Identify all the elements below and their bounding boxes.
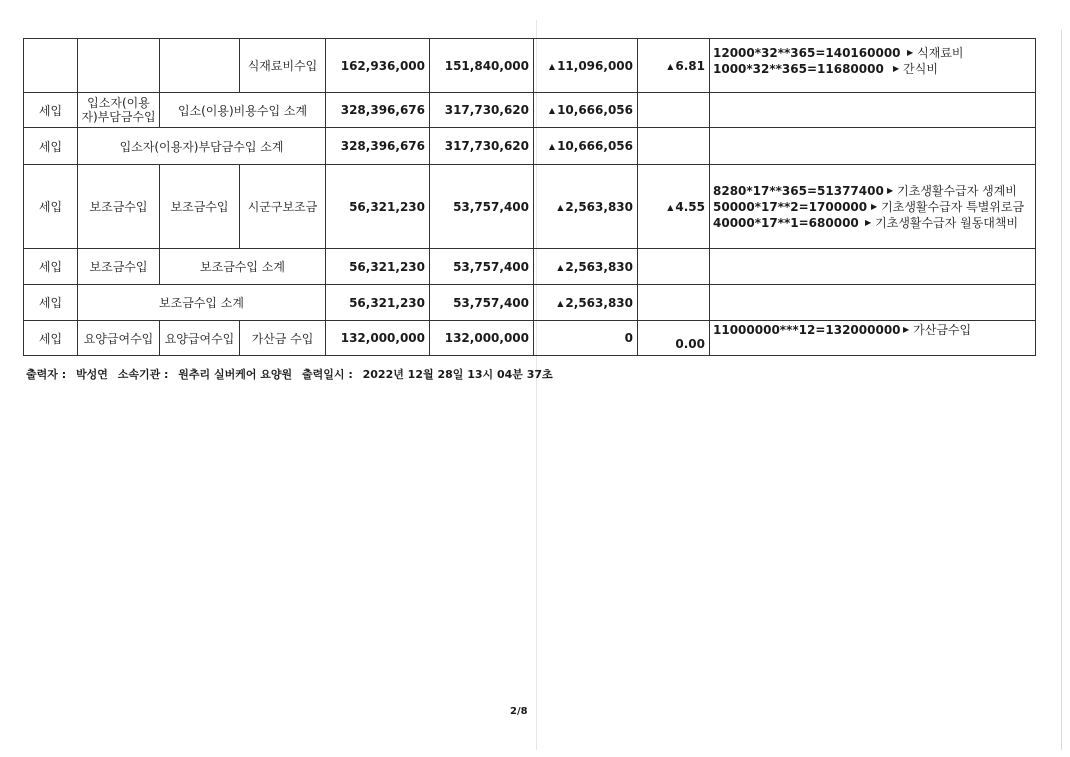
- increase-triangle-icon: ▲: [667, 202, 674, 212]
- cell-notes: [710, 165, 1036, 249]
- printer-label: 출력자 :: [26, 368, 67, 381]
- cell-budget: 56,321,230: [326, 165, 430, 249]
- cell-subtotal-label: 입소자(이용자)부담금수입 소계: [78, 128, 326, 165]
- cell-item: 가산금 수입: [240, 321, 326, 356]
- table-row: [24, 249, 1036, 285]
- cell-diff: 0: [534, 321, 638, 356]
- cell-diff: ▲ 2,563,830: [534, 249, 638, 285]
- cell-rate: ▲ 4.55: [638, 165, 710, 249]
- note-line: 11000000***12=132000000 ▶ 가산금수입: [713, 323, 972, 337]
- cell-budget: 162,936,000: [326, 39, 430, 93]
- bullet-arrow-icon: ▶: [903, 325, 910, 334]
- cell-prev: 53,757,400: [430, 249, 534, 285]
- bullet-arrow-icon: ▶: [887, 185, 894, 195]
- cell-category: 세입: [24, 285, 78, 321]
- cell-subtotal-label: 보조금수입 소계: [78, 285, 326, 321]
- cell-prev: 151,840,000: [430, 39, 534, 93]
- note-line: 40000*17**1=680000 ▶ 기초생활수급자 월동대책비: [713, 215, 1019, 230]
- cell-diff: ▲ 2,563,830: [534, 285, 638, 321]
- cell-subtotal-label: 보조금수입 소계: [160, 249, 326, 285]
- cell-diff: ▲ 10,666,056: [534, 128, 638, 165]
- cell-sub1: 보조금수입: [78, 165, 160, 249]
- cell-diff: ▲ 10,666,056: [534, 93, 638, 128]
- note-line: 50000*17**2=1700000 ▶ 기초생활수급자 특별위로금: [713, 199, 1025, 214]
- table-row: [24, 321, 1036, 356]
- printer-name: 박성연: [75, 368, 108, 381]
- cell-notes: [710, 39, 1036, 93]
- table-row: [24, 165, 1036, 249]
- cell-prev: 53,757,400: [430, 285, 534, 321]
- cell-sub2: 보조금수입: [160, 165, 240, 249]
- cell-notes: [710, 285, 1036, 321]
- print-footer: [26, 366, 559, 382]
- cell-prev: 317,730,620: [430, 93, 534, 128]
- cell-rate: ▲ 6.81: [638, 39, 710, 93]
- cell-item: 식재료비수입: [240, 39, 326, 93]
- cell-notes: [710, 93, 1036, 128]
- cell-notes: [710, 128, 1036, 165]
- cell-sub2: 요양급여수입: [160, 321, 240, 356]
- cell-category: 세입: [24, 321, 78, 356]
- bullet-arrow-icon: ▶: [871, 201, 878, 211]
- org-name: 원추리 실버케어 요양원: [178, 368, 293, 381]
- cell-budget: 132,000,000: [326, 321, 430, 356]
- note-line: 1000*32**365=11680000 ▶ 간식비: [713, 62, 938, 76]
- bullet-arrow-icon: ▶: [907, 48, 914, 57]
- cell-prev: 53,757,400: [430, 165, 534, 249]
- note-line: 8280*17**365=51377400 ▶ 기초생활수급자 생계비: [713, 183, 1017, 198]
- cell-sub1: 입소자(이용자)부담금수입: [78, 93, 160, 128]
- increase-triangle-icon: ▲: [548, 106, 556, 115]
- bullet-arrow-icon: ▶: [893, 64, 900, 73]
- cell-subtotal-label: 입소(이용)비용수입 소계: [160, 93, 326, 128]
- cell-budget: 328,396,676: [326, 93, 430, 128]
- budget-table: [23, 38, 1036, 356]
- bullet-arrow-icon: ▶: [865, 217, 872, 227]
- cell-category: 세입: [24, 93, 78, 128]
- cell-diff: ▲ 2,563,830: [534, 165, 638, 249]
- table-row: [24, 39, 1036, 93]
- print-time: 2022년 12월 28일 13시 04분 37초: [362, 368, 553, 381]
- cell-rate: [638, 285, 710, 321]
- cell-diff: ▲ 11,096,000: [534, 39, 638, 93]
- note-line: 12000*32**365=140160000 ▶ 식재료비: [713, 46, 964, 60]
- print-time-label: 출력일시 :: [302, 368, 353, 381]
- org-label: 소속기관 :: [117, 368, 169, 381]
- cell-category: 세입: [24, 249, 78, 285]
- cell-rate: [638, 93, 710, 128]
- cell-sub1: 보조금수입: [78, 249, 160, 285]
- table-row: [24, 93, 1036, 128]
- cell-sub2: [160, 39, 240, 93]
- cell-notes: [710, 321, 1036, 356]
- cell-category: 세입: [24, 165, 78, 249]
- cell-category: 세입: [24, 128, 78, 165]
- increase-triangle-icon: ▲: [557, 202, 564, 212]
- table-row: [24, 285, 1036, 321]
- page-number: 2/8: [510, 706, 528, 717]
- cell-sub1: 요양급여수입: [78, 321, 160, 356]
- cell-budget: 56,321,230: [326, 285, 430, 321]
- cell-prev: 317,730,620: [430, 128, 534, 165]
- cell-rate: [638, 128, 710, 165]
- cell-rate: 0.00: [638, 321, 710, 356]
- increase-triangle-icon: ▲: [548, 61, 556, 71]
- increase-triangle-icon: ▲: [557, 298, 564, 308]
- cell-item: 시군구보조금: [240, 165, 326, 249]
- cell-category: [24, 39, 78, 93]
- increase-triangle-icon: ▲: [548, 142, 556, 151]
- increase-triangle-icon: ▲: [667, 61, 674, 71]
- increase-triangle-icon: ▲: [557, 262, 564, 272]
- cell-prev: 132,000,000: [430, 321, 534, 356]
- cell-budget: 328,396,676: [326, 128, 430, 165]
- cell-notes: [710, 249, 1036, 285]
- cell-rate: [638, 249, 710, 285]
- scan-edge-line: [1061, 30, 1062, 750]
- cell-sub1: [78, 39, 160, 93]
- table-row: [24, 128, 1036, 165]
- cell-budget: 56,321,230: [326, 249, 430, 285]
